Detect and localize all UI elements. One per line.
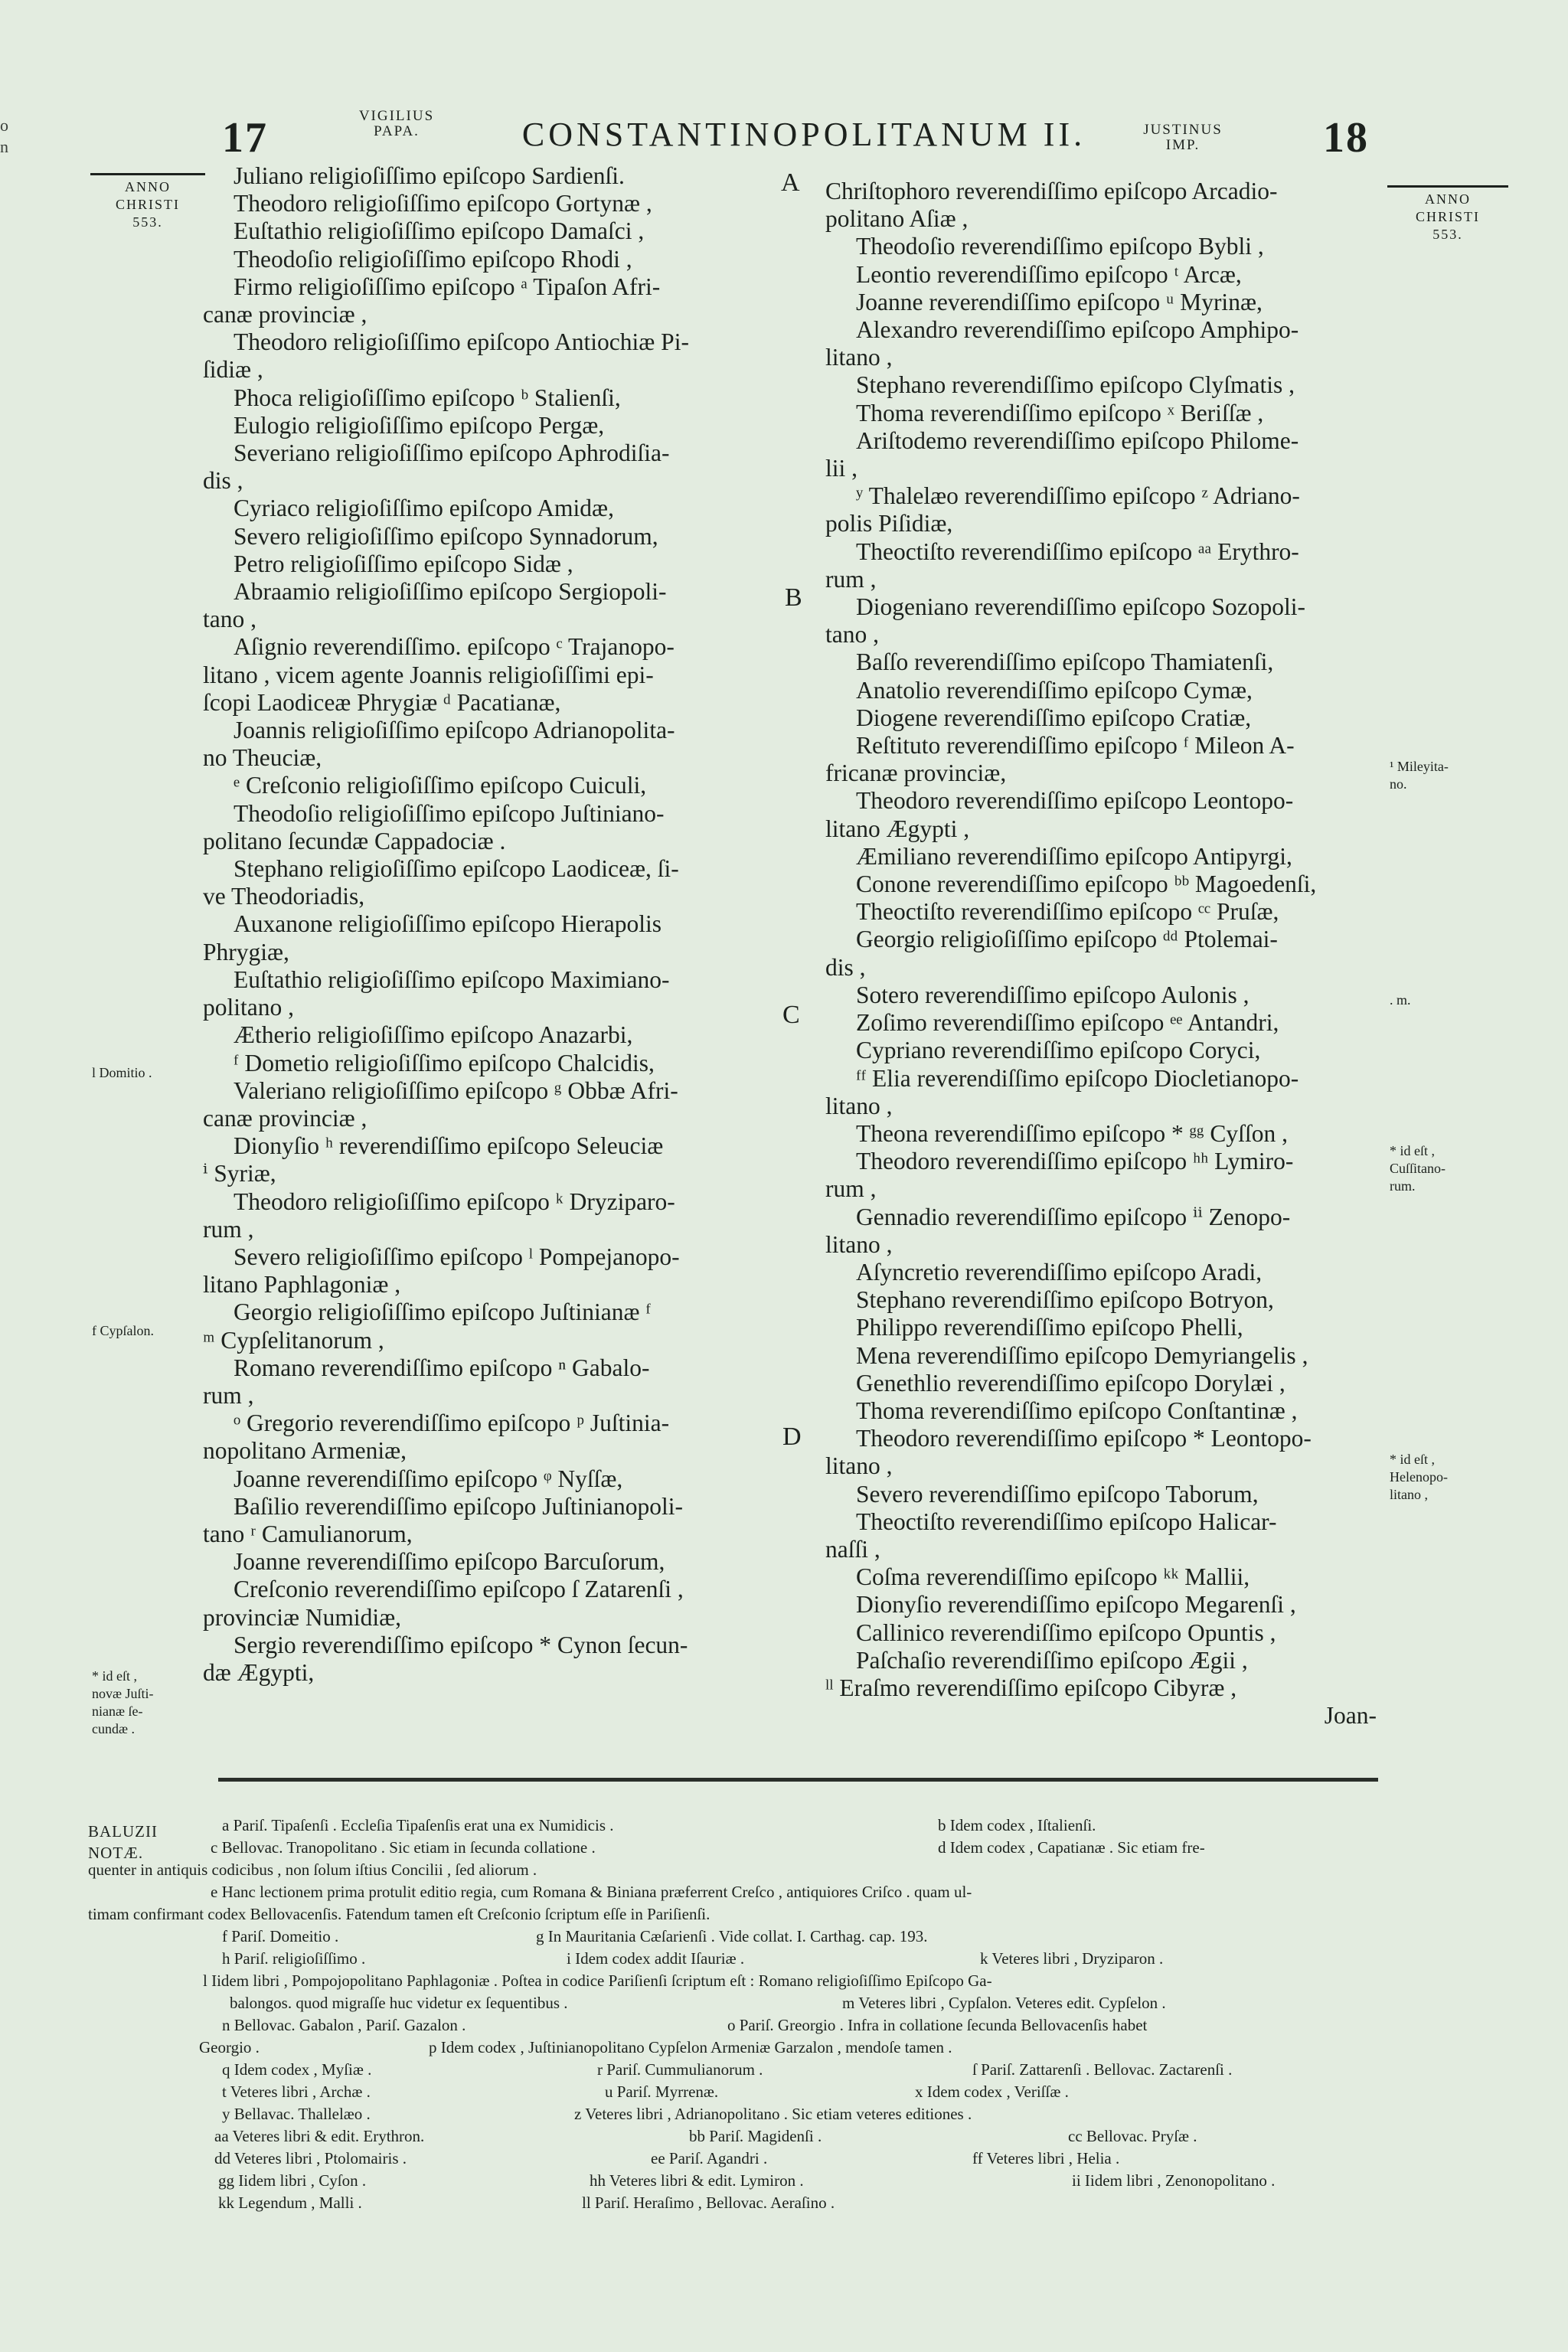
text-line: Firmo religioſiſſimo epiſcopo ᵃ Tipaſon Afri- (234, 273, 661, 300)
text-line: Dionyſio ʰ reverendiſſimo epiſcopo Seleuciæ (234, 1132, 664, 1160)
text-line: Petro religioſiſſimo epiſcopo Sidæ , (234, 550, 573, 577)
text-line: Theodoſio reverendiſſimo epiſcopo Bybli , (856, 233, 1264, 260)
text-line: Diogeniano reverendiſſimo epiſcopo Sozopoli- (856, 593, 1305, 621)
margin-note-domitio: l Domitio . (92, 1065, 152, 1080)
running-head-right: JUSTINUS IMP. (1143, 122, 1223, 153)
footnote: r Pariſ. Cummulianorum . (597, 2060, 763, 2079)
text-line: Paſchaſio reverendiſſimo epiſcopo Ægii , (856, 1646, 1248, 1674)
text-line: Dionyſio reverendiſſimo epiſcopo Megarenſi , (856, 1591, 1296, 1619)
footnote: ll Pariſ. Heraſimo , Bellovac. Aeraſino . (582, 2194, 835, 2212)
footnote: ſ Pariſ. Zattarenſi . Bellovac. Zactarenſi . (972, 2060, 1233, 2079)
text-line: Thoma reverendiſſimo epiſcopo ˣ Beriſſæ , (856, 399, 1264, 426)
text-line: Theodoro religioſiſſimo epiſcopo ᵏ Dryziparo- (234, 1187, 675, 1215)
text-line: Theodoſio religioſiſſimo epiſcopo Juſtiniano- (234, 799, 665, 827)
left-text-column (203, 162, 773, 1687)
footnote: x Idem codex , Veriſſæ . (915, 2082, 1069, 2101)
text-line: Philippo reverendiſſimo epiſcopo Phelli, (856, 1314, 1243, 1341)
footnote: t Veteres libri , Archæ . (222, 2082, 371, 2101)
text-line: Theoctiſto reverendiſſimo epiſcopo ᵃᵃ Erythro- (856, 537, 1299, 565)
text-line: Creſconio reverendiſſimo epiſcopo ſ Zatarenſi , (234, 1576, 684, 1603)
footnote: p Idem codex , Juſtinianopolitano Cypſelon Armeniæ Garzalon , mendoſe tamen . (429, 2038, 952, 2056)
text-line: litano , (825, 1230, 893, 1258)
text-line: ᵒ Gregorio reverendiſſimo epiſcopo ᵖ Juſtinia- (234, 1410, 670, 1437)
footnote: d Idem codex , Capatianæ . Sic etiam fre- (938, 1838, 1205, 1857)
text-line: Theoctiſto reverendiſſimo epiſcopo ᶜᶜ Pruſæ, (856, 898, 1279, 926)
footnote: ii Iidem libri , Zenonopolitano . (1072, 2171, 1276, 2190)
text-line: Alexandro reverendiſſimo epiſcopo Amphipo- (856, 316, 1299, 344)
text-line: canæ provinciæ , (203, 301, 368, 328)
text-line: Stephano religioſiſſimo epiſcopo Laodiceæ, ſi- (234, 855, 679, 883)
text-line: ᵐ Cypſelitanorum , (203, 1326, 384, 1354)
text-line: Reſtituto reverendiſſimo epiſcopo ᶠ Mileon A- (856, 732, 1295, 760)
text-line: litano , (825, 1452, 893, 1480)
text-line: ve Theodoriadis, (203, 883, 365, 910)
page-title: CONSTANTINOPOLITANUM II. (521, 116, 1086, 153)
text-line: Joanne reverendiſſimo epiſcopo Barcuſorum, (234, 1548, 665, 1576)
footnote: h Pariſ. religioſiſſimo . (222, 1949, 366, 1968)
text-line: Theodoro reverendiſſimo epiſcopo * Leontopo- (856, 1425, 1312, 1452)
anno-christi-right-text: ANNO CHRISTI 553. (1415, 191, 1480, 242)
text-line: ʸ Thalelæo reverendiſſimo epiſcopo ᶻ Adriano- (856, 482, 1300, 510)
text-line: Severiano religioſiſſimo epiſcopo Aphrodiſia- (234, 439, 670, 467)
text-line: ᶠᶠ Elia reverendiſſimo epiſcopo Diocletianopo- (856, 1064, 1299, 1092)
text-line: dis , (203, 467, 243, 495)
text-line: Theoctiſto reverendiſſimo epiſcopo Halicar- (856, 1508, 1277, 1535)
text-line: Theodoſio religioſiſſimo epiſcopo Rhodi , (234, 245, 632, 273)
text-line: Auxanone religioſiſſimo epiſcopo Hierapolis (234, 910, 662, 938)
text-line: litano , (825, 1092, 893, 1119)
text-line: politano Aſiæ , (825, 205, 969, 233)
footnote: f Pariſ. Domeitio . (222, 1927, 339, 1945)
section-letter-c: C (782, 1001, 800, 1029)
text-line: canæ provinciæ , (203, 1104, 368, 1132)
text-line: Cyriaco religioſiſſimo epiſcopo Amidæ, (234, 495, 614, 522)
notes-separator-rule (218, 1778, 1378, 1782)
footnote: z Veteres libri , Adrianopolitano . Sic etiam veteres editiones . (574, 2105, 972, 2123)
text-line: polis Piſidiæ, (825, 510, 953, 537)
margin-note-cussitanorum: * id eſt , Cuſſitano- rum. (1390, 1143, 1446, 1194)
text-line: Baſilio reverendiſſimo epiſcopo Juſtinianopoli- (234, 1492, 684, 1520)
text-line: provinciæ Numidiæ, (203, 1603, 401, 1631)
anno-rule (90, 173, 205, 175)
text-line: Sotero reverendiſſimo epiſcopo Aulonis , (856, 981, 1250, 1008)
text-line: naſſi , (825, 1535, 880, 1563)
text-line: Severo religioſiſſimo epiſcopo Synnadorum, (234, 522, 658, 550)
text-line: ˡˡ Eraſmo reverendiſſimo epiſcopo Cibyræ , (825, 1674, 1237, 1701)
text-line: Georgio religioſiſſimo epiſcopo Juſtinianæ ᶠ (234, 1298, 651, 1326)
text-line: politano ſecundæ Cappadociæ . (203, 827, 506, 854)
footnote: b Idem codex , Iſtalienſi. (938, 1816, 1096, 1834)
text-line: fricanæ provinciæ, (825, 760, 1007, 787)
text-line: Joanne reverendiſſimo epiſcopo ᵠ Nyſſæ, (234, 1465, 623, 1492)
footnote: n Bellovac. Gabalon , Pariſ. Gazalon . (222, 2016, 466, 2034)
text-line: Juliano religioſiſſimo epiſcopo Sardienſi. (234, 162, 625, 189)
text-line: Theodoro religioſiſſimo epiſcopo Antiochiæ Pi- (234, 328, 689, 356)
text-line: Æmiliano reverendiſſimo epiſcopo Antipyrgi, (856, 842, 1292, 870)
text-line: Euſtathio religioſiſſimo epiſcopo Damaſci , (234, 217, 645, 245)
text-line: tano ʳ Camulianorum, (203, 1520, 413, 1547)
footnote: e Hanc lectionem prima protulit editio regia, cum Romana & Biniana præferrent Creſco , antiquiores Criſco . quam ul- (211, 1883, 972, 1901)
text-line: Romano reverendiſſimo epiſcopo ⁿ Gabalo- (234, 1354, 650, 1381)
text-line: ſidiæ , (203, 356, 263, 384)
footnote: a Pariſ. Tipaſenſi . Eccleſia Tipaſenſis erat una ex Numidicis . (222, 1816, 614, 1834)
text-line: ᵉ Creſconio religioſiſſimo epiſcopo Cuiculi, (234, 772, 647, 799)
text-line: Theodoro reverendiſſimo epiſcopo ʰʰ Lymiro- (856, 1148, 1294, 1175)
text-line: Joannis religioſiſſimo epiſcopo Adrianopolita- (234, 717, 675, 744)
footnote: hh Veteres libri & edit. Lymiron . (590, 2171, 804, 2190)
margin-note-helenopolitano: * id eſt , Helenopo- litano , (1390, 1452, 1448, 1502)
page-edge-marks: o n (0, 116, 8, 156)
section-letter-b: B (785, 583, 802, 612)
footnote: timam confirmant codex Bellovacenſis. Fatendum tamen eſt Creſconio ſcriptum eſſe in Pariſienſi. (88, 1905, 710, 1923)
footnote: ff Veteres libri , Helia . (972, 2149, 1120, 2167)
text-line: Conone reverendiſſimo epiſcopo ᵇᵇ Magoedenſi, (856, 871, 1317, 898)
text-line: Aſyncretio reverendiſſimo epiſcopo Aradi, (856, 1258, 1263, 1285)
anno-rule (1387, 185, 1508, 188)
text-line: litano Paphlagoniæ , (203, 1271, 401, 1298)
text-line: Joan- (1324, 1702, 1377, 1730)
section-letter-d: D (782, 1423, 802, 1451)
text-line: Zoſimo reverendiſſimo epiſcopo ᵉᵉ Antandri, (856, 1009, 1279, 1037)
text-line: Coſma reverendiſſimo epiſcopo ᵏᵏ Mallii, (856, 1563, 1250, 1591)
text-line: dis , (825, 953, 866, 981)
text-line: Abraamio religioſiſſimo epiſcopo Sergiopoli- (234, 578, 667, 606)
page-number-left: 17 (222, 114, 268, 162)
page-number-right: 18 (1323, 114, 1369, 162)
text-line: Phrygiæ, (203, 938, 289, 965)
footnote: aa Veteres libri & edit. Erythron. (214, 2127, 425, 2145)
text-line: Stephano reverendiſſimo epiſcopo Botryon, (856, 1286, 1274, 1314)
text-line: Baſſo reverendiſſimo epiſcopo Thamiatenſi, (856, 648, 1274, 676)
margin-note-novae-justinianae: * id eſt , novæ Juſti- nianæ ſe- cundæ . (92, 1668, 154, 1736)
text-line: Severo reverendiſſimo epiſcopo Taborum, (856, 1480, 1259, 1508)
anno-christi-left (90, 173, 205, 231)
footnote: cc Bellovac. Pryſæ . (1068, 2127, 1197, 2145)
footnote: l Iidem libri , Pompojopolitano Paphlagoniæ . Poſtea in codice Pariſienſi ſcriptum eſt : Romano religioſiſſimo Epiſcopo Ga- (203, 1971, 992, 1990)
text-line: Mena reverendiſſimo epiſcopo Demyriangelis , (856, 1341, 1308, 1369)
text-line: Leontio reverendiſſimo epiſcopo ᵗ Arcæ, (856, 260, 1242, 288)
right-text-column (825, 178, 1377, 1730)
text-line: tano , (203, 606, 256, 633)
text-line: rum , (825, 1175, 877, 1203)
text-line: Cypriano reverendiſſimo epiſcopo Coryci, (856, 1037, 1261, 1064)
text-line: Valeriano religioſiſſimo epiſcopo ᵍ Obbæ Afri- (234, 1076, 678, 1104)
text-line: ſcopi Laodiceæ Phrygiæ ᵈ Pacatianæ, (203, 688, 561, 716)
text-line: Chriſtophoro reverendiſſimo epiſcopo Arcadio- (825, 178, 1278, 204)
anno-christi-right (1387, 185, 1508, 243)
footnote: u Pariſ. Myrrenæ. (605, 2082, 719, 2101)
anno-christi-left-text: ANNO CHRISTI 553. (115, 179, 180, 230)
footnote: y Bellavac. Thallelæo . (222, 2105, 371, 2123)
text-line: Eulogio religioſiſſimo epiſcopo Pergæ, (234, 411, 605, 439)
text-line: Genethlio reverendiſſimo epiſcopo Dorylæi , (856, 1369, 1285, 1396)
text-line: nopolitano Armeniæ, (203, 1437, 407, 1465)
text-line: Euſtathio religioſiſſimo epiſcopo Maximiano- (234, 965, 670, 993)
text-line: rum , (825, 565, 877, 593)
footnote: q Idem codex , Myſiæ . (222, 2060, 372, 2079)
footnote: balongos. quod migraſſe huc videtur ex ſequentibus . (230, 1994, 568, 2012)
text-line: Gennadio reverendiſſimo epiſcopo ⁱⁱ Zenopo- (856, 1203, 1291, 1230)
footnote: quenter in antiquis codicibus , non ſolum iſtius Concilii , ſed aliorum . (88, 1860, 537, 1879)
text-line: Sergio reverendiſſimo epiſcopo * Cynon ſecun- (234, 1631, 688, 1658)
footnote: ee Pariſ. Agandri . (651, 2149, 768, 2167)
text-line: no Theuciæ, (203, 744, 322, 772)
text-line: tano , (825, 621, 879, 648)
text-line: ⁱ Syriæ, (203, 1160, 276, 1187)
section-letter-a: A (781, 168, 800, 197)
footnote: i Idem codex addit Iſauriæ . (567, 1949, 745, 1968)
text-line: Stephano reverendiſſimo epiſcopo Clyſmatis , (856, 371, 1295, 399)
text-line: ᶠ Dometio religioſiſſimo epiſcopo Chalcidis, (234, 1049, 655, 1076)
text-line: litano , vicem agente Joannis religioſiſſimi epi- (203, 661, 654, 688)
text-line: lii , (825, 455, 858, 482)
footnote: gg Iidem libri , Cyſon . (218, 2171, 367, 2190)
text-line: Callinico reverendiſſimo epiſcopo Opuntis , (856, 1619, 1276, 1646)
text-line: politano , (203, 994, 294, 1021)
footnote: c Bellovac. Tranopolitano . Sic etiam in ſecunda collatione . (211, 1838, 596, 1857)
text-line: Theodoro religioſiſſimo epiſcopo Gortynæ , (234, 190, 652, 217)
text-line: Theona reverendiſſimo epiſcopo * ᵍᵍ Cyſſon , (856, 1119, 1288, 1147)
text-line: Severo religioſiſſimo epiſcopo ˡ Pompejanopo- (234, 1243, 680, 1270)
text-line: Joanne reverendiſſimo epiſcopo ᵘ Myrinæ, (856, 288, 1263, 315)
text-line: Anatolio reverendiſſimo epiſcopo Cymæ, (856, 676, 1253, 704)
footnote: o Pariſ. Greorgio . Infra in collatione ſecunda Bellovacenſis habet (727, 2016, 1148, 2034)
margin-note-m: . m. (1390, 992, 1411, 1008)
footnote: g In Mauritania Cæſarienſi . Vide collat. I. Carthag. cap. 193. (536, 1927, 928, 1945)
text-line: Theodoro reverendiſſimo epiſcopo Leontopo- (856, 787, 1294, 815)
notes-label: BALUZII NOTÆ. (88, 1822, 158, 1862)
text-line: Diogene reverendiſſimo epiſcopo Cratiæ, (856, 704, 1252, 731)
text-line: litano , (825, 344, 893, 371)
text-line: Aſignio reverendiſſimo. epiſcopo ᶜ Trajanopo- (234, 633, 675, 661)
text-line: Phoca religioſiſſimo epiſcopo ᵇ Stalienſi, (234, 384, 621, 411)
margin-note-cypsalon: f Cypſalon. (92, 1323, 154, 1338)
margin-note-mileyitano: ¹ Mileyita- no. (1390, 759, 1449, 792)
text-line: Ariſtodemo reverendiſſimo epiſcopo Philome- (856, 426, 1299, 454)
running-head-left: VIGILIUS PAPA. (358, 108, 435, 139)
text-line: dæ Ægypti, (203, 1658, 315, 1686)
footnote: dd Veteres libri , Ptolomairis . (214, 2149, 407, 2167)
text-line: rum , (203, 1381, 254, 1409)
text-line: Thoma reverendiſſimo epiſcopo Conſtantinæ , (856, 1396, 1298, 1424)
text-line: rum , (203, 1215, 254, 1243)
text-line: litano Ægypti , (825, 815, 970, 842)
footnote: k Veteres libri , Dryziparon . (980, 1949, 1164, 1968)
footnote: Georgio . (199, 2038, 260, 2056)
footnote: bb Pariſ. Magidenſi . (689, 2127, 822, 2145)
footnote: m Veteres libri , Cypſalon. Veteres edit. Cypſelon . (842, 1994, 1166, 2012)
text-line: Ætherio religioſiſſimo epiſcopo Anazarbi, (234, 1021, 633, 1049)
footnote: kk Legendum , Malli . (218, 2194, 362, 2212)
text-line: Georgio religioſiſſimo epiſcopo ᵈᵈ Ptolemai- (856, 926, 1278, 953)
